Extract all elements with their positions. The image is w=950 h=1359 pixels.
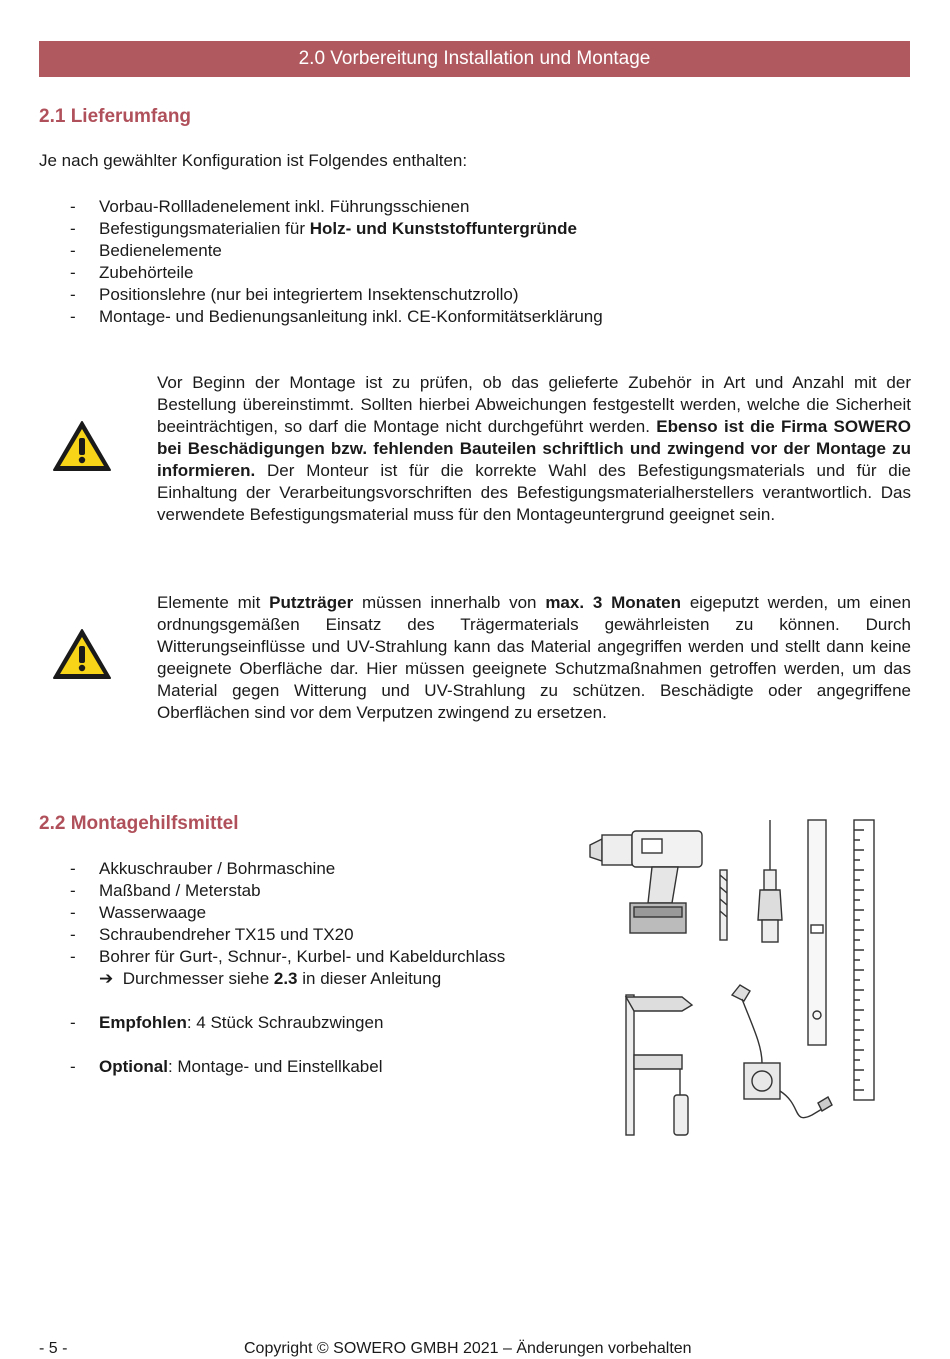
arrow-icon: ➔ [99,969,114,988]
list-item: - Akkuschrauber / Bohrmaschine [70,859,336,878]
scope-of-delivery-list [39,196,603,328]
tools-illustration [582,815,882,1145]
list-item: - Befestigungsmaterialien für Holz- und Kunststoffuntergründe [70,219,577,238]
spirit-level-icon [808,820,826,1045]
list-item: - Bohrer für Gurt-, Schnur-, Kurbel- und Kabeldurchlass [70,947,506,966]
list-item-recommended: - Empfohlen: 4 Stück Schraubzwingen [70,1013,384,1032]
folding-rule-icon [854,820,874,1100]
intro-text: Je nach gewählter Konfiguration ist Folgendes enthalten: [39,151,468,170]
tools-list [39,858,505,1078]
footer-copyright: Copyright © SOWERO GMBH 2021 – Änderungen vorbehalten [244,1340,692,1357]
warning-triangle-icon [52,420,112,472]
drill-bit-icon [720,870,727,940]
list-item: - Bedienelemente [70,241,222,260]
list-sub-item: ➔ Durchmesser siehe 2.3 in dieser Anleitung [99,969,442,988]
warning-triangle-icon [52,628,112,680]
list-item-optional: - Optional: Montage- und Einstellkabel [70,1057,383,1076]
list-item: - Maßband / Meterstab [70,881,261,900]
screwdriver-icon [758,820,782,942]
heading-lieferumfang: 2.1 Lieferumfang [39,106,192,127]
list-item: - Schraubendreher TX15 und TX20 [70,925,354,944]
list-item: - Wasserwaage [70,903,207,922]
screw-clamp-icon [626,995,692,1135]
list-item: - Positionslehre (nur bei integriertem Insektenschutzrollo) [70,285,519,304]
warning-text-plaster-carrier: Elemente mit Putzträger müssen innerhalb von max. 3 Monaten eigeputzt werden, um einen ordnungsgemäßen Einsatz des Trägermaterials gewährleisten zu können. Durch Witterungseinflüsse und UV-Strahlung kann das Material angegriffen werden und stellt dann keine geeignete Oberfläche dar. Hier müssen geeignete Schutzmaßnahmen getroffen werden, um das Material gegen Witterung und UV-Strahlung zu schützen. Beschädigte oder angegriffene Oberflächen sind vor dem Verputzen zwingend zu ersetzen. [157,593,911,722]
section-header-bar [39,41,910,77]
list-item: - Vorbau-Rollladenelement inkl. Führungsschienen [70,197,470,216]
warning-text-delivery-check: Vor Beginn der Montage ist zu prüfen, ob das gelieferte Zubehör in Art und Anzahl mit der Bestellung übereinstimmt. Sollten hierbei Abweichungen festgestellt werden, welche die Sicherheit beeinträchtigen, so darf die Montage nicht durchgeführt werden. Ebenso ist die Firma SOWERO bei Beschädigungen bzw. fehlenden Bauteilen schriftlich und zwingend vor der Montage zu informieren. Der Monteur ist für die korrekte Wahl des Befestigungsmaterials und für die Einhaltung der Verarbeitungsvorschriften des Befestigungsmaterialherstellers verantwortlich. Das verwendete Befestigungsmaterial muss für den Montageuntergrund geeignet sein. [157,373,911,524]
section-header-title: 2.0 Vorbereitung Installation und Montage [298,48,651,69]
list-item: - Zubehörteile [70,263,194,282]
drill-icon [590,831,702,933]
page-number: - 5 - [39,1340,68,1357]
heading-montagehilfsmittel: 2.2 Montagehilfsmittel [39,813,239,834]
list-item: - Montage- und Bedienungsanleitung inkl. CE-Konformitätserklärung [70,307,603,326]
